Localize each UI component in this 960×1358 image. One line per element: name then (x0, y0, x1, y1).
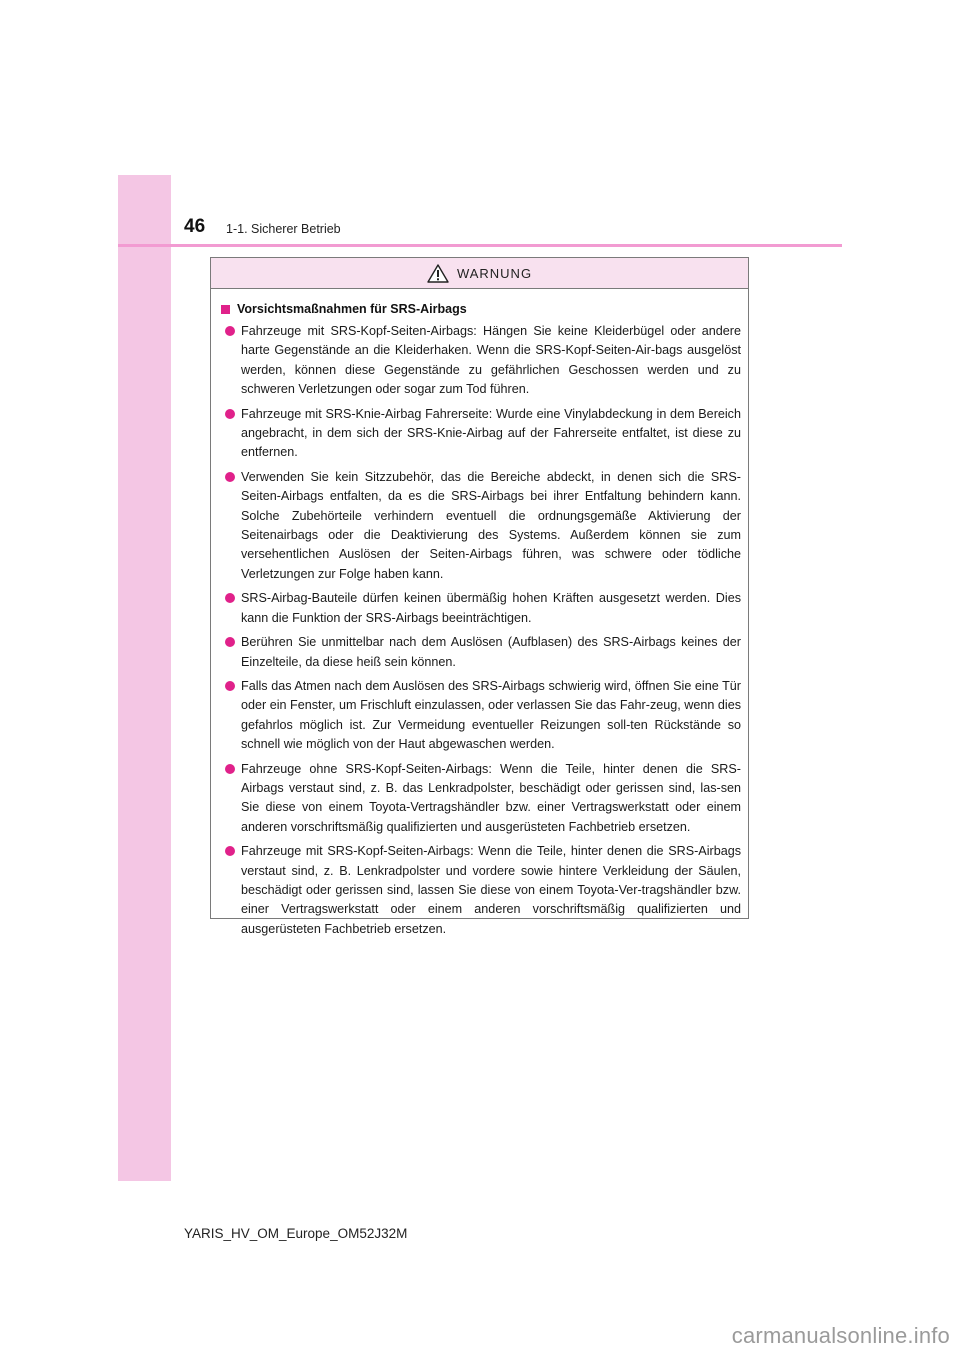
list-item (221, 842, 741, 939)
warning-title: WARNUNG (456, 265, 533, 281)
round-bullet-icon (225, 472, 235, 482)
watermark: carmanualsonline.info (731, 1323, 950, 1348)
header-divider (118, 244, 842, 247)
round-bullet-icon (225, 637, 235, 647)
warning-box (210, 257, 749, 936)
round-bullet-icon (225, 593, 235, 603)
warning-header (211, 258, 748, 289)
list-item (221, 405, 741, 463)
list-item (221, 468, 741, 584)
round-bullet-icon (225, 409, 235, 419)
list-item (221, 760, 741, 838)
round-bullet-icon (225, 846, 235, 856)
round-bullet-icon (225, 764, 235, 774)
list-item (221, 677, 741, 755)
list-item-text: Falls das Atmen nach dem Auslösen des SRS-Airbags schwierig wird, öffnen Sie eine Tür oder ein Fenster, um Frischluft einzulassen, oder verlassen Sie das Fahr-zeug, wenn dies gefahrlos möglich ist. Zur Vermeidung eventueller Reizungen soll-ten Rückstände so schnell wie möglich von der Haut abgewaschen werden. (241, 678, 741, 752)
list-item (221, 589, 741, 628)
warning-body (211, 289, 748, 939)
round-bullet-icon (225, 681, 235, 691)
round-bullet-icon (225, 326, 235, 336)
list-item-text: Verwenden Sie kein Sitzzubehör, das die Bereiche abdeckt, in denen sich die SRS-Seiten-Airbags entfalten, da es die SRS-Airbags bei ihrer Entfaltung behindern kann. Solche Zubehörteile verhindern eventuell die ordnungsgemäße Aktivierung der Seitenairbags oder die Deaktivierung des Systems. Außerdem können sie zum versehentlichen Auslösen der Seiten-Airbags führen, was schwere oder tödliche Verletzungen zur Folge haben kann. (241, 469, 741, 581)
list-item-text: Fahrzeuge mit SRS-Kopf-Seiten-Airbags: Wenn die Teile, hinter denen die SRS-Airbags verstaut sind, z. B. Lenkradpolster und vordere sowie hintere Verkleidung der Säulen, beschädigt oder gerissen sind, lassen Sie diese von einem Toyota-Ver-tragshändler bzw. einer Vertragswerkstatt oder einem anderen vorschriftsmäßig qualifizierten und ausgerüsteten Fachbetrieb ersetzen. (241, 844, 741, 936)
list-item-text: Fahrzeuge mit SRS-Kopf-Seiten-Airbags: Hängen Sie keine Kleiderbügel oder andere harte Gegenstände an die Kleiderhaken. Wenn die SRS-Kopf-Seiten-Air-bags ausgelöst werden, können diese Gegenstände zu gefährlichen Geschossen werden und zu schweren Verletzungen oder sogar zum Tod führen. (241, 324, 741, 397)
warning-subheading (221, 302, 741, 316)
list-item (221, 322, 741, 400)
list-item (221, 633, 741, 672)
square-bullet-icon (221, 305, 230, 314)
warning-triangle-icon (427, 264, 449, 283)
list-item-text: Fahrzeuge mit SRS-Knie-Airbag Fahrerseite: Wurde eine Vinylabdeckung in dem Bereich angebracht, in dem sich der SRS-Knie-Airbag auf der Fahrerseite entfaltet, ist diese zu entfernen. (241, 406, 741, 460)
side-tab-strip (118, 175, 171, 1181)
list-item-text: Berühren Sie unmittelbar nach dem Auslösen (Aufblasen) des SRS-Airbags keines der Einzelteile, da diese heiß sein können. (241, 635, 741, 669)
section-title: 1-1. Sicherer Betrieb (226, 222, 341, 236)
list-item-text: Fahrzeuge ohne SRS-Kopf-Seiten-Airbags: Wenn die Teile, hinter denen die SRS-Airbags verstaut sind, z. B. das Lenkradpolster, beschädigt oder gerissen sind, las-sen Sie diese von einem Toyota-Vertragshändler bzw. einer Vertragswerkstatt oder einem anderen vorschriftsmäßig qualifizierten und ausgerüsteten Fachbetrieb ersetzen. (241, 761, 741, 834)
subheading-text: Vorsichtsmaßnahmen für SRS-Airbags (237, 302, 467, 316)
list-item-text: SRS-Airbag-Bauteile dürfen keinen übermäßig hohen Kräften ausgesetzt werden. Dies kann die Funktion der SRS-Airbags beeinträchtigen. (241, 591, 741, 625)
document-code: YARIS_HV_OM_Europe_OM52J32M (184, 1226, 408, 1241)
page-number: 46 (184, 216, 206, 237)
